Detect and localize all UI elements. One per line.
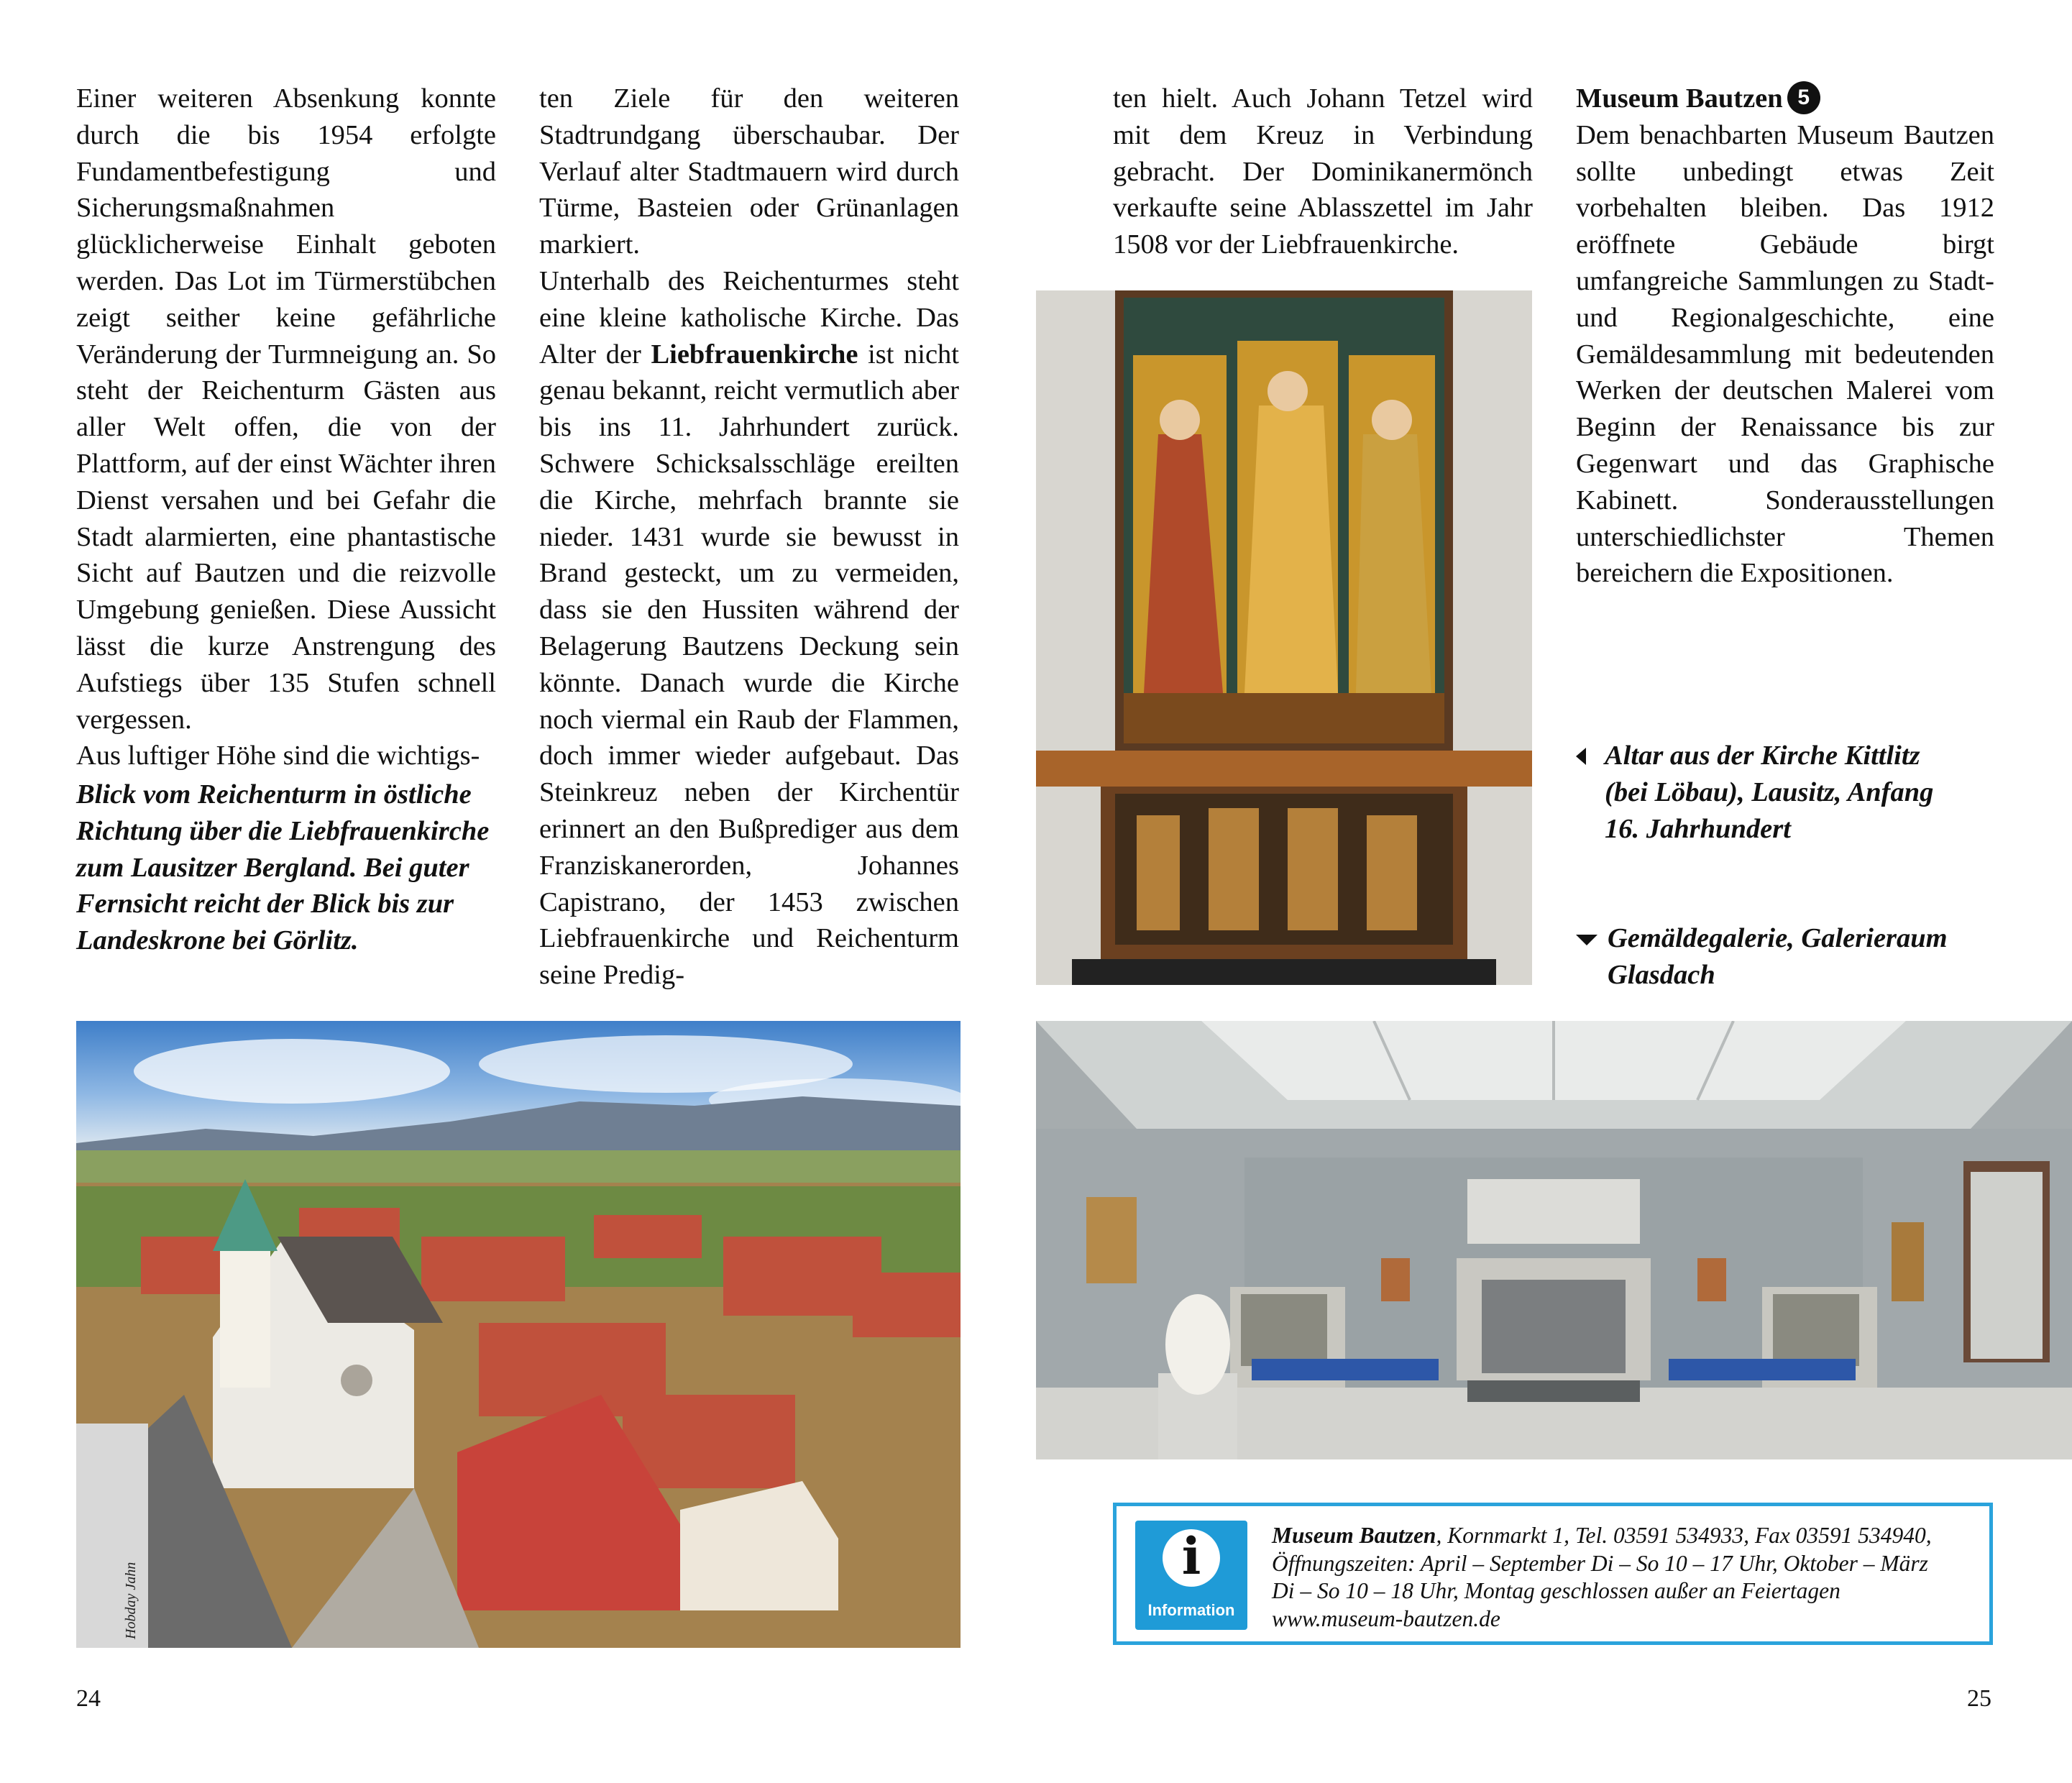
col4-paragraph: Dem benachbarten Museum Bautzen sollte unbedingt etwas Zeit vorbehalten bleiben. Das 1912 eröffnete Gebäude birgt umfangreiche Sammlungen zu Stadt- und Regionalgeschichte, eine Gemäldesammlung mit bedeutenden Werken der deutschen Malerei vom Beginn der Renaissance bis zur Gegenwart und das Graphische Kabinett. Sonderausstellungen unterschiedlichster Themen bereichern die Expositionen. (1576, 119, 1994, 589)
museum-heading: Museum Bautzen (1576, 83, 1783, 114)
info-museum-name: Museum Bautzen (1272, 1523, 1436, 1548)
info-website-link[interactable]: www.museum-bautzen.de (1272, 1605, 1500, 1631)
page-number-right: 25 (1967, 1685, 1991, 1712)
museum-info-box (1113, 1503, 1993, 1645)
information-icon (1135, 1521, 1247, 1630)
museum-heading-line (1576, 81, 1994, 117)
right-column-4 (1576, 81, 1994, 592)
col2-text-post: ist nicht genau bekannt, reicht vermutlich aber bis ins 11. Jahrhundert zurück. Schwere Schicksalsschläge ereilten die Kirche, mehrfach brannte sie nieder. 1431 wurde sie bewusst in Brand gesteckt, um zu vermeiden, dass sie den Hussiten während der Belagerung Bautzens Deckung sein könnte. Danach wurde die Kirche noch viermal ein Raub der Flammen, doch immer wieder aufgebaut. Das Steinkreuz neben der Kirchentür erinnert an den Bußprediger aus dem Franziskanerorden, Johannes Capistrano, der 1453 zwischen Liebfrauenkirche und Reichenturm seine Predig- (539, 339, 960, 991)
caption-altar: Altar aus der Kirche Kittlitz (bei Löbau), Lausitz, Anfang 16. Jahrhundert (1605, 741, 1934, 844)
map-number-badge: 5 (1787, 81, 1820, 114)
info-hours-1: Öffnungszeiten: April – September Di – So 10 – 17 Uhr, Oktober – März (1272, 1550, 1928, 1576)
photo-altar (1036, 290, 1532, 985)
info-hours-2: Di – So 10 – 18 Uhr, Montag geschlossen außer an Feiertagen (1272, 1578, 1840, 1603)
right-column-3 (1113, 81, 1533, 263)
info-text (1272, 1522, 1975, 1633)
info-address: , Kornmarkt 1, Tel. 03591 534933, Fax 03591 534940, (1436, 1523, 1932, 1548)
col1-continuation: Aus luftiger Höhe sind die wichtigs- (76, 741, 480, 771)
left-column-1 (76, 81, 496, 774)
info-line-1 (1272, 1522, 1975, 1550)
left-column-2 (539, 81, 959, 994)
col2-paragraph-1: ten Ziele für den weiteren Stadtrundgang überschaubar. Der Verlauf alter Stadtmauern wird durch Türme, Basteien oder Grünanlagen markiert. (539, 83, 959, 260)
col2-paragraph-2 (539, 263, 959, 994)
col1-paragraph: Einer weiteren Absenkung konnte durch die bis 1954 erfolgte Fundamentbefestigung und Sicherungsmaßnahmen glücklicherweise Einhalt geboten werden. Das Lot im Türmerstübchen zeigt seither keine gefährliche Veränderung der Turmneigung an. So steht der Reichenturm Gästen aus aller Welt offen, die von der Plattform, auf der einst Wächter ihren Dienst versahen und bei Gefahr die Stadt alarmierten, eine phantastische Sicht auf Bautzen und die reizvolle Umgebung genießen. Diese Aussicht lässt die kurze Anstrengung des Aufstiegs über 135 Stufen schnell vergessen. (76, 83, 496, 735)
page-number-left: 24 (76, 1685, 101, 1712)
col2-text-pre: Unterhalb des Reichenturmes steht eine kleine katholische Kirche. Das Alter der (539, 265, 959, 370)
info-icon-letter: i (1181, 1526, 1201, 1586)
photographer-signature: Hobday Jahn (123, 1562, 139, 1639)
caption-gallery: Gemäldegalerie, Galerieraum Glasdach (1608, 923, 1948, 990)
arrow-left-icon (1576, 748, 1586, 765)
arrow-down-icon (1576, 935, 1597, 945)
col3-paragraph: ten hielt. Auch Johann Tetzel wird mit dem Kreuz in Verbindung gebracht. Der Dominikanermönch verkaufte seine Ablasszettel im Jahr 1508 vor der Liebfrauenkirche. (1113, 83, 1533, 260)
info-icon-label: Information (1147, 1601, 1235, 1619)
photo-gallery (1036, 1021, 2072, 1459)
liebfrauenkirche-term: Liebfrauenkirche (651, 339, 858, 370)
caption-reichenturm: Blick vom Reichenturm in östliche Richtung über die Liebfrauenkirche zum Lausitzer Bergland. Bei guter Fernsicht reicht der Blick bis zur Landeskrone bei Görlitz. (76, 779, 490, 956)
photo-city-view (76, 1021, 961, 1648)
